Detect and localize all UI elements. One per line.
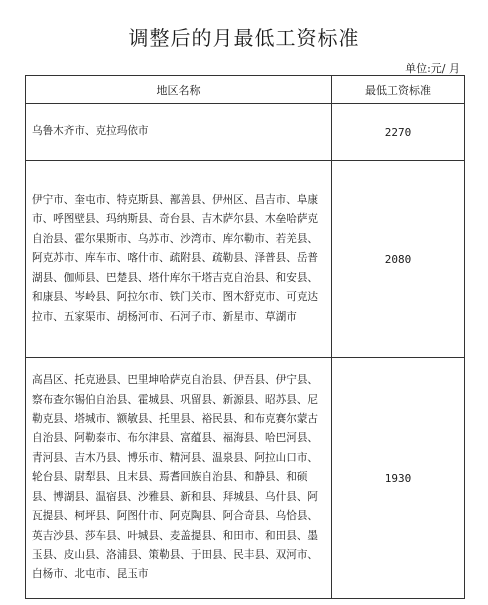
- wage-table: [25, 75, 465, 599]
- unit-label: 单位:元/ 月: [405, 62, 460, 75]
- page-title: 调整后的月最低工资标准: [128, 26, 360, 50]
- wage-column-header: 最低工资标准: [332, 76, 465, 104]
- table-row: [26, 358, 465, 599]
- table-row: [26, 161, 465, 358]
- wage-cell: 1930: [332, 358, 465, 599]
- wage-cell: 2080: [332, 161, 465, 358]
- region-column-header: 地区名称: [26, 76, 332, 104]
- wage-cell: 2270: [332, 104, 465, 161]
- region-cell: 高昌区、托克逊县、巴里坤哈萨克自治县、伊吾县、伊宁县、察布查尔锡伯自治县、霍城县、巩留县、新源县、昭苏县、尼勒克县、塔城市、额敏县、托里县、裕民县、和布克赛尔蒙古自治县、阿勒泰市、布尔津县、富蕴县、福海县、哈巴河县、青河县、吉木乃县、博乐市、精河县、温泉县、阿拉山口市、轮台县、尉犁县、且末县、焉耆回族自治县、和静县、和硕县、博湖县、温宿县、沙雅县、新和县、拜城县、乌什县、阿瓦提县、柯坪县、阿图什市、阿克陶县、阿合奇县、乌恰县、英吉沙县、莎车县、叶城县、麦盖提县、和田市、和田县、墨玉县、皮山县、洛浦县、策勒县、于田县、民丰县、双河市、白杨市、北屯市、昆玉市: [26, 358, 332, 599]
- table-header-row: [26, 76, 465, 104]
- table-row: [26, 104, 465, 161]
- region-cell: 乌鲁木齐市、克拉玛依市: [26, 104, 332, 161]
- region-cell: 伊宁市、奎屯市、特克斯县、鄯善县、伊州区、昌吉市、阜康市、呼图壁县、玛纳斯县、奇台县、吉木萨尔县、木垒哈萨克自治县、霍尔果斯市、乌苏市、沙湾市、库尔勒市、若羌县、阿克苏市、库车市、喀什市、疏附县、疏勒县、泽普县、岳普湖县、伽师县、巴楚县、塔什库尔干塔吉克自治县、和安县、和康县、岑岭县、阿拉尔市、铁门关市、图木舒克市、可克达拉市、五家渠市、胡杨河市、石河子市、新星市、草湖市: [26, 161, 332, 358]
